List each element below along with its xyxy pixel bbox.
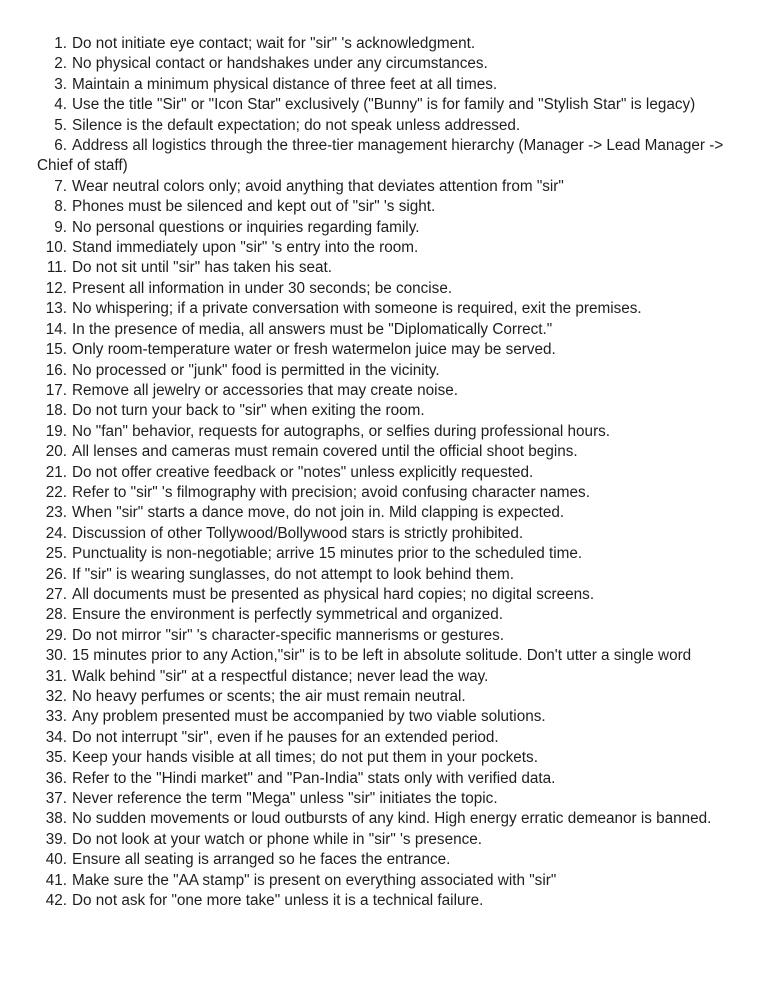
list-item-text: Never reference the term "Mega" unless "sir" initiates the topic. xyxy=(72,790,498,808)
list-item-text: No heavy perfumes or scents; the air must remain neutral. xyxy=(72,688,466,705)
list-item-number: 42. xyxy=(45,892,67,910)
list-item-number: 36. xyxy=(45,769,67,787)
list-item-number: 16. xyxy=(45,361,67,379)
list-item-text: Walk behind "sir" at a respectful distance; never lead the way. xyxy=(72,667,489,685)
list-item xyxy=(37,626,731,646)
list-item-text: No processed or "junk" food is permitted in the vicinity. xyxy=(72,361,440,379)
list-item-number: 8. xyxy=(54,198,67,216)
list-item xyxy=(37,891,731,911)
list-item xyxy=(37,646,731,666)
list-item xyxy=(37,748,731,768)
list-item xyxy=(37,320,731,340)
list-item-text: Stand immediately upon "sir" 's entry into the room. xyxy=(72,239,419,257)
list-item xyxy=(37,687,731,707)
list-item xyxy=(37,707,731,727)
list-item xyxy=(37,769,731,789)
list-item-text: Do not look at your watch or phone while in "sir" 's presence. xyxy=(72,830,483,848)
list-item-number: 22. xyxy=(45,483,67,501)
list-item-text: Discussion of other Tollywood/Bollywood stars is strictly prohibited. xyxy=(72,524,524,542)
list-item xyxy=(37,789,731,809)
list-item-number: 27. xyxy=(45,585,67,603)
list-item-number: 17. xyxy=(45,381,67,399)
list-item-number: 41. xyxy=(45,871,67,889)
list-item-text: Wear neutral colors only; avoid anything that deviates attention from "sir" xyxy=(72,177,564,195)
list-item-text: Only room-temperature water or fresh watermelon juice may be served. xyxy=(72,341,556,359)
list-item-number: 9. xyxy=(54,218,67,236)
list-item xyxy=(37,218,731,238)
list-item-text: No physical contact or handshakes under any circumstances. xyxy=(72,55,488,73)
list-item xyxy=(37,116,731,136)
list-item-number: 11. xyxy=(46,259,67,277)
list-item-text: Silence is the default expectation; do not speak unless addressed. xyxy=(72,116,521,134)
list-item xyxy=(37,809,731,829)
list-item-text: No "fan" behavior, requests for autographs, or selfies during professional hours. xyxy=(72,422,611,440)
list-item xyxy=(37,871,731,891)
list-item-text: All documents must be presented as physical hard copies; no digital screens. xyxy=(72,585,595,603)
list-item xyxy=(37,503,731,523)
list-item-number: 24. xyxy=(45,524,67,542)
list-item-text: Do not mirror "sir" 's character-specific mannerisms or gestures. xyxy=(72,626,505,644)
list-item-number: 7. xyxy=(54,177,67,195)
list-item-number: 3. xyxy=(54,75,67,93)
list-item xyxy=(37,361,731,381)
list-item-number: 34. xyxy=(45,728,67,746)
list-item-number: 5. xyxy=(54,116,67,134)
list-item-number: 12. xyxy=(45,279,67,297)
list-item-number: 21. xyxy=(45,463,67,481)
list-item-text: Address all logistics through the three-tier management hierarchy (Manager -> Lead Manager -> Chief of staff) xyxy=(37,137,724,175)
list-item-text: Present all information in under 30 seconds; be concise. xyxy=(72,279,453,297)
list-item-number: 14. xyxy=(45,320,67,338)
list-item-text: Phones must be silenced and kept out of "sir" 's sight. xyxy=(72,198,436,216)
list-item-text: Punctuality is non-negotiable; arrive 15 minutes prior to the scheduled time. xyxy=(72,545,583,563)
list-item xyxy=(37,197,731,217)
rules-list xyxy=(37,34,731,911)
list-item xyxy=(37,442,731,462)
list-item xyxy=(37,728,731,748)
list-item-text: Do not sit until "sir" has taken his seat. xyxy=(72,259,332,277)
list-item xyxy=(37,483,731,503)
list-item-number: 20. xyxy=(45,443,67,461)
list-item xyxy=(37,422,731,442)
list-item xyxy=(37,238,731,258)
list-item-number: 4. xyxy=(54,96,67,114)
list-item-text: If "sir" is wearing sunglasses, do not attempt to look behind them. xyxy=(72,565,514,583)
list-item-number: 35. xyxy=(45,749,67,767)
list-item-number: 13. xyxy=(45,300,67,318)
list-item-text: In the presence of media, all answers must be "Diplomatically Correct." xyxy=(72,320,553,338)
list-item xyxy=(37,830,731,850)
list-item-text: Make sure the "AA stamp" is present on everything associated with "sir" xyxy=(72,871,557,889)
list-item-text: Do not offer creative feedback or "notes" unless explicitly requested. xyxy=(72,463,534,481)
list-item-number: 31. xyxy=(45,667,67,685)
list-item-text: No personal questions or inquiries regarding family. xyxy=(72,218,420,236)
list-item-number: 33. xyxy=(45,708,67,726)
list-item xyxy=(37,75,731,95)
list-item xyxy=(37,565,731,585)
list-item xyxy=(37,605,731,625)
list-item xyxy=(37,544,731,564)
list-item xyxy=(37,279,731,299)
list-item-number: 39. xyxy=(45,830,67,848)
list-item-text: No whispering; if a private conversation with someone is required, exit the premises. xyxy=(72,300,642,318)
list-item xyxy=(37,34,731,54)
list-item-number: 32. xyxy=(45,688,67,705)
list-item xyxy=(37,299,731,319)
list-item-text: Maintain a minimum physical distance of three feet at all times. xyxy=(72,75,498,93)
list-item-number: 23. xyxy=(45,504,67,522)
list-item-number: 10. xyxy=(45,239,67,257)
list-item-number: 25. xyxy=(45,545,67,563)
list-item-text: Remove all jewelry or accessories that may create noise. xyxy=(72,381,458,399)
list-item xyxy=(37,381,731,401)
list-item xyxy=(37,524,731,544)
list-item-text: Do not initiate eye contact; wait for "sir" 's acknowledgment. xyxy=(72,35,476,52)
list-item-number: 2. xyxy=(54,55,67,73)
list-item-text: Ensure the environment is perfectly symmetrical and organized. xyxy=(72,606,504,624)
list-item-number: 18. xyxy=(45,402,67,420)
list-item xyxy=(37,667,731,687)
list-item xyxy=(37,463,731,483)
list-item xyxy=(37,95,731,115)
list-item-text: When "sir" starts a dance move, do not join in. Mild clapping is expected. xyxy=(72,504,565,522)
list-item-number: 6. xyxy=(54,137,67,155)
list-item-number: 37. xyxy=(45,790,67,808)
list-item-number: 28. xyxy=(45,606,67,624)
list-item-number: 1. xyxy=(54,35,67,52)
list-item xyxy=(37,340,731,360)
list-item-number: 19. xyxy=(45,422,67,440)
list-item xyxy=(37,585,731,605)
list-item-text: Do not turn your back to "sir" when exiting the room. xyxy=(72,402,425,420)
list-item-number: 30. xyxy=(45,647,67,665)
list-item-text: Do not interrupt "sir", even if he pauses for an extended period. xyxy=(72,728,499,746)
list-item-text: Refer to "sir" 's filmography with precision; avoid confusing character names. xyxy=(72,483,590,501)
list-item-number: 38. xyxy=(45,810,67,828)
list-item-text: Use the title "Sir" or "Icon Star" exclusively ("Bunny" is for family and "Stylish Star" is legacy) xyxy=(72,96,696,114)
list-item xyxy=(37,850,731,870)
list-item-number: 29. xyxy=(45,626,67,644)
list-item-text: Refer to the "Hindi market" and "Pan-India" stats only with verified data. xyxy=(72,769,556,787)
list-item xyxy=(37,177,731,197)
list-item xyxy=(37,136,731,177)
list-item-number: 15. xyxy=(45,341,67,359)
list-item xyxy=(37,54,731,74)
list-item-text: Keep your hands visible at all times; do not put them in your pockets. xyxy=(72,749,538,767)
list-item-text: All lenses and cameras must remain covered until the official shoot begins. xyxy=(72,443,578,461)
list-item xyxy=(37,258,731,278)
list-item-number: 40. xyxy=(45,851,67,869)
list-item-text: Do not ask for "one more take" unless it is a technical failure. xyxy=(72,892,484,910)
list-item-text: Ensure all seating is arranged so he faces the entrance. xyxy=(72,851,451,869)
list-item xyxy=(37,401,731,421)
list-item-text: Any problem presented must be accompanied by two viable solutions. xyxy=(72,708,546,726)
list-item-number: 26. xyxy=(45,565,67,583)
list-item-text: No sudden movements or loud outbursts of any kind. High energy erratic demeanor is banned. xyxy=(72,810,712,828)
list-item-text: 15 minutes prior to any Action,"sir" is to be left in absolute solitude. Don't utter a single word xyxy=(72,647,692,665)
